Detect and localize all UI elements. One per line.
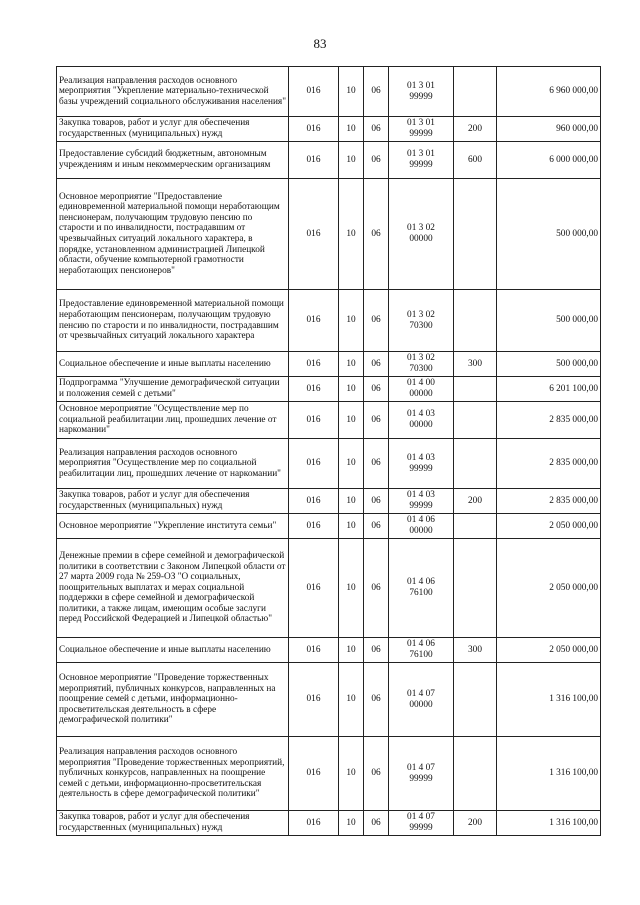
row-target-code [389,539,454,638]
row-target-code-part2: 99999 [409,91,433,102]
row-target-code-part2: 99999 [409,160,433,170]
row-target-code-part1: 01 3 02 [407,223,435,234]
row-section: 10 [339,352,364,377]
row-admin-code: 016 [289,638,339,663]
table-row [57,439,601,489]
row-admin-code: 016 [289,142,339,179]
row-name: Основное мероприятие "Осуществление мер по социальной реабилитации лиц, прошедших лечение от наркомании" [57,402,289,439]
row-amount: 1 316 100,00 [497,663,601,737]
row-subsection: 06 [364,514,389,539]
row-expense-type: 600 [454,142,497,179]
table-row [57,67,601,117]
row-admin-code: 016 [289,179,339,290]
table-row [57,352,601,377]
row-target-code-part2: 00000 [409,699,433,710]
row-target-code [389,67,454,117]
row-expense-type [454,402,497,439]
row-target-code-part1: 01 3 01 [407,118,435,129]
row-target-code-part2: 99999 [409,463,433,474]
row-expense-type [454,179,497,290]
row-expense-type: 200 [454,117,497,142]
row-target-code [389,377,454,402]
row-amount: 6 960 000,00 [497,67,601,117]
row-admin-code: 016 [289,290,339,352]
row-subsection: 06 [364,290,389,352]
row-target-code-part2: 00000 [409,420,433,430]
row-section: 10 [339,663,364,737]
row-target-code-part1: 01 4 07 [407,762,435,773]
row-amount: 6 000 000,00 [497,142,601,179]
row-expense-type [454,290,497,352]
row-section: 10 [339,402,364,439]
row-section: 10 [339,179,364,290]
row-subsection: 06 [364,67,389,117]
row-target-code-part2: 99999 [409,823,433,833]
row-target-code [389,737,454,811]
row-section: 10 [339,67,364,117]
row-name: Предоставление субсидий бюджетным, автономным учреждениям и иным некоммерческим организациям [57,142,289,179]
table-row [57,117,601,142]
row-amount: 500 000,00 [497,290,601,352]
row-name: Подпрограмма "Улучшение демографической ситуации и положения семей с детьми" [57,377,289,402]
row-name: Денежные премии в сфере семейной и демографической политики в соответствии с Законом Липецкой области от 27 марта 2009 года № 259-ОЗ "О социальных, поощрительных выплатах и мерах социальной поддержки в сфере семейной и демографической политики, а также лицам, имеющим особые заслуги перед Российской Федерацией и Липецкой областью" [57,539,289,638]
table-row [57,737,601,811]
row-amount: 2 050 000,00 [497,638,601,663]
row-target-code [389,489,454,514]
row-target-code [389,811,454,836]
row-name: Предоставление единовременной материальной помощи неработающим пенсионерам, получающим трудовую пенсию по старости и по инвалидности, пострадавшим от чрезвычайных ситуаций локального характера [57,290,289,352]
budget-table [56,66,601,836]
row-target-code-part2: 00000 [409,526,433,536]
row-target-code-part1: 01 4 06 [407,577,435,588]
row-admin-code: 016 [289,439,339,489]
row-target-code-part1: 01 3 01 [407,149,435,160]
row-section: 10 [339,811,364,836]
row-target-code [389,663,454,737]
row-target-code-part2: 99999 [409,129,433,139]
row-amount: 1 316 100,00 [497,811,601,836]
row-section: 10 [339,377,364,402]
row-admin-code: 016 [289,539,339,638]
table-row [57,539,601,638]
row-name: Реализация направления расходов основного мероприятия "Осуществление мер по социальной реабилитации лиц, прошедших лечение от наркомании" [57,439,289,489]
row-expense-type [454,663,497,737]
row-amount: 1 316 100,00 [497,737,601,811]
row-target-code-part2: 00000 [409,234,433,244]
row-target-code-part2: 99999 [409,501,433,511]
row-subsection: 06 [364,377,389,402]
table-row [57,811,601,836]
row-amount: 2 835 000,00 [497,402,601,439]
row-expense-type [454,514,497,539]
row-admin-code: 016 [289,514,339,539]
row-admin-code: 016 [289,67,339,117]
row-name: Социальное обеспечение и иные выплаты населению [57,352,289,377]
row-admin-code: 016 [289,377,339,402]
row-target-code-part2: 76100 [409,588,433,598]
row-target-code-part2: 76100 [409,650,433,660]
row-section: 10 [339,142,364,179]
row-target-code [389,352,454,377]
row-name: Основное мероприятие "Предоставление единовременной материальной помощи неработающим пенсионерам, получающим трудовую пенсию по старости и по инвалидности, пострадавшим от чрезвычайных ситуаций локального характера, в порядке, установленном администрацией Липецкой области, обучение компьютерной грамотности неработающих пенсионеров" [57,179,289,290]
table-row [57,663,601,737]
table-row [57,179,601,290]
row-subsection: 06 [364,179,389,290]
row-admin-code: 016 [289,117,339,142]
row-name: Закупка товаров, работ и услуг для обеспечения государственных (муниципальных) нужд [57,811,289,836]
row-amount: 500 000,00 [497,179,601,290]
row-expense-type: 200 [454,489,497,514]
row-target-code [389,290,454,352]
row-subsection: 06 [364,402,389,439]
table-row [57,402,601,439]
row-name: Реализация направления расходов основного мероприятия "Проведение торжественных мероприятий, публичных конкурсов, направленных на поощрение семей с детьми, информационно-просветительская деятельность в сфере демографической политики" [57,737,289,811]
row-target-code [389,117,454,142]
row-amount: 2 835 000,00 [497,489,601,514]
row-name: Закупка товаров, работ и услуг для обеспечения государственных (муниципальных) нужд [57,117,289,142]
row-subsection: 06 [364,489,389,514]
row-expense-type [454,377,497,402]
row-target-code-part2: 70300 [409,320,433,331]
row-target-code [389,638,454,663]
row-subsection: 06 [364,737,389,811]
row-amount: 500 000,00 [497,352,601,377]
row-target-code-part1: 01 4 06 [407,639,435,650]
row-admin-code: 016 [289,811,339,836]
row-target-code [389,142,454,179]
row-subsection: 06 [364,117,389,142]
row-target-code-part1: 01 3 01 [407,80,435,91]
row-target-code-part1: 01 3 02 [407,353,435,364]
row-expense-type: 300 [454,638,497,663]
row-target-code-part1: 01 4 00 [407,378,435,389]
row-expense-type [454,737,497,811]
row-section: 10 [339,737,364,811]
row-target-code-part1: 01 4 03 [407,490,435,501]
row-target-code-part1: 01 4 03 [407,409,435,420]
row-expense-type: 200 [454,811,497,836]
row-subsection: 06 [364,142,389,179]
row-target-code-part1: 01 4 03 [407,452,435,463]
row-target-code-part1: 01 3 02 [407,309,435,320]
row-subsection: 06 [364,811,389,836]
row-section: 10 [339,514,364,539]
table-row [57,638,601,663]
row-section: 10 [339,489,364,514]
row-subsection: 06 [364,352,389,377]
row-section: 10 [339,638,364,663]
row-section: 10 [339,290,364,352]
table-row [57,514,601,539]
row-subsection: 06 [364,539,389,638]
row-subsection: 06 [364,439,389,489]
row-name: Закупка товаров, работ и услуг для обеспечения государственных (муниципальных) нужд [57,489,289,514]
row-section: 10 [339,439,364,489]
row-target-code-part1: 01 4 07 [407,812,435,823]
row-target-code-part2: 99999 [409,773,433,784]
row-subsection: 06 [364,663,389,737]
table-body [57,67,601,836]
table-row [57,142,601,179]
row-admin-code: 016 [289,489,339,514]
row-admin-code: 016 [289,352,339,377]
row-section: 10 [339,539,364,638]
row-amount: 960 000,00 [497,117,601,142]
row-target-code [389,439,454,489]
row-admin-code: 016 [289,402,339,439]
row-amount: 2 050 000,00 [497,514,601,539]
row-admin-code: 016 [289,737,339,811]
row-name: Реализация направления расходов основного мероприятия "Укрепление материально-технической базы учреждений социального обслуживания населения" [57,67,289,117]
row-amount: 2 835 000,00 [497,439,601,489]
row-name: Основное мероприятие "Укрепление института семьи" [57,514,289,539]
row-name: Основное мероприятие "Проведение торжественных мероприятий, публичных конкурсов, направленных на поощрение семей с детьми, информационно-просветительская деятельность в сфере демографической политики" [57,663,289,737]
row-target-code [389,514,454,539]
row-expense-type: 300 [454,352,497,377]
row-target-code-part2: 70300 [409,364,433,374]
row-target-code [389,179,454,290]
table-row [57,290,601,352]
table-row [57,489,601,514]
row-target-code [389,402,454,439]
row-name: Социальное обеспечение и иные выплаты населению [57,638,289,663]
row-expense-type [454,539,497,638]
row-expense-type [454,67,497,117]
row-target-code-part2: 00000 [409,389,433,399]
row-target-code-part1: 01 4 07 [407,688,435,699]
row-expense-type [454,439,497,489]
row-section: 10 [339,117,364,142]
table-row [57,377,601,402]
row-admin-code: 016 [289,663,339,737]
row-subsection: 06 [364,638,389,663]
row-amount: 6 201 100,00 [497,377,601,402]
row-amount: 2 050 000,00 [497,539,601,638]
row-target-code-part1: 01 4 06 [407,515,435,526]
page-number: 83 [313,36,327,51]
